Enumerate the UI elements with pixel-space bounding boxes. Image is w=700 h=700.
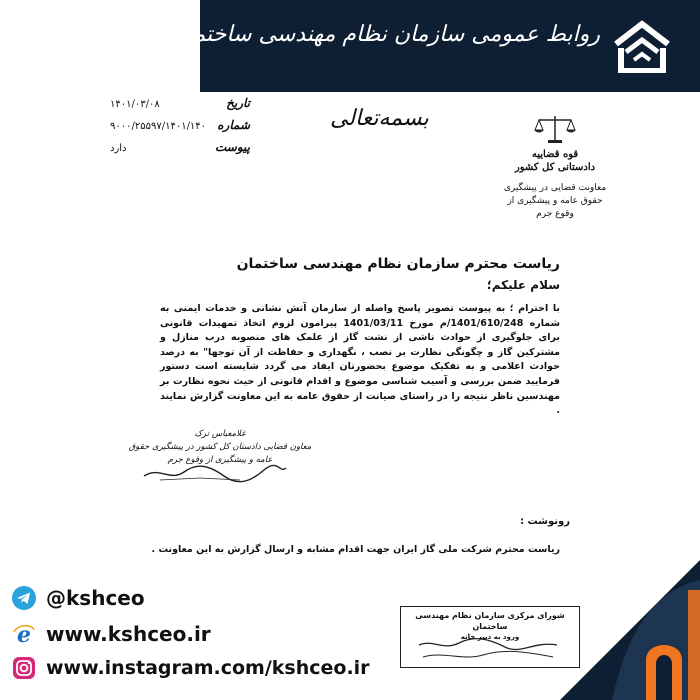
scales-of-justice-icon bbox=[533, 114, 577, 144]
letter-meta bbox=[110, 96, 250, 162]
website-url[interactable]: www.kshceo.ir bbox=[46, 622, 211, 646]
dept-line-1: معاونت قضایی در پیشگیری bbox=[503, 183, 607, 193]
instagram-contact[interactable] bbox=[12, 656, 370, 680]
attach-row bbox=[110, 140, 250, 162]
number-value: ۹۰۰۰/۲۵۵۹۷/۱۴۰۱/۱۴۰ bbox=[110, 121, 207, 132]
number-row bbox=[110, 118, 250, 140]
banner-title: روابط عمومی سازمان نظام مهندسی ساختمان استان کرمانشاه bbox=[17, 22, 600, 47]
attach-value: دارد bbox=[110, 143, 127, 154]
dept-line-3: وقوع جرم bbox=[536, 209, 574, 219]
signature-title: معاون قضایی دادستان کل کشور در پیشگیری حقوق عامه و پیشگیری از وقوع جرم bbox=[128, 442, 312, 465]
org-line-1: قوه قضاییه bbox=[531, 149, 579, 160]
date-label: تاریخ bbox=[226, 96, 250, 110]
copy-label: رونوشت : bbox=[520, 516, 570, 527]
letter-body: با احترام ؛ به پیوست تصویر پاسخ واصله از سازمان آتش نشانی و خدمات ایمنی به شماره 1401/610/248/م مورخ 1401/03/11 پیرامون لزوم اتخاذ تمهیدات قانونی برای جلوگیری از حوادث ناشی از نشت گاز از علمک های منصوبه درب منازل و مشترکین گاز و چگونگی نظارت بر نصب ، نگهداری و حفاظت از آن توجها" به درصد حوادث اعلامی و به تفکیک موضوع بحضورتان ایفاد می گردد شایسته است دستور فرمایید ضمن بررسی و آسیب شناسی موضوع و اقدام قانونی از حیث نحوه نظارت بر مهندسین ناظر نتیجه را در راستای صیانت از حقوق عامه به این معاونت گزارش نمایند . bbox=[160, 303, 561, 417]
attach-label: پیوست bbox=[215, 140, 250, 154]
handwritten-signature bbox=[140, 462, 290, 484]
telegram-icon bbox=[12, 586, 36, 610]
internet-explorer-icon bbox=[12, 622, 36, 646]
svg-text:e: e bbox=[17, 622, 31, 646]
website-contact[interactable] bbox=[12, 622, 211, 646]
telegram-contact[interactable] bbox=[12, 586, 145, 610]
copy-text: ریاست محترم شرکت ملی گاز ایران جهت اقدام مشابه و ارسال گزارش به این معاونت . bbox=[151, 544, 560, 555]
instagram-icon bbox=[12, 656, 36, 680]
letterhead-org bbox=[490, 114, 620, 221]
stamp-handwriting bbox=[413, 637, 563, 663]
building-logo-icon bbox=[610, 14, 674, 78]
signature-name: غلامعباس ترک bbox=[194, 429, 246, 439]
date-row bbox=[110, 96, 250, 118]
bismillah: بسمه‌تعالی bbox=[330, 106, 429, 131]
telegram-handle[interactable]: @kshceo bbox=[46, 586, 145, 610]
header-banner bbox=[17, 0, 700, 92]
corner-decoration bbox=[550, 550, 700, 700]
date-value: ۱۴۰۱/۰۳/۰۸ bbox=[110, 99, 160, 110]
stamp-line-1: شورای مرکزی سازمان نظام مهندسی ساختمان bbox=[415, 611, 565, 631]
instagram-url[interactable]: www.instagram.com/kshceo.ir bbox=[46, 657, 370, 679]
dept-line-2: حقوق عامه و پیشگیری از bbox=[507, 196, 603, 206]
letter-salutation: سلام علیکم؛ bbox=[486, 278, 560, 292]
stamp-line-2: ورود به دبیر خانه bbox=[460, 633, 520, 641]
org-line-2: دادستانی کل کشور bbox=[514, 162, 596, 173]
letter-recipient: ریاست محترم سازمان نظام مهندسی ساختمان bbox=[236, 256, 560, 272]
number-label: شماره bbox=[217, 118, 250, 132]
